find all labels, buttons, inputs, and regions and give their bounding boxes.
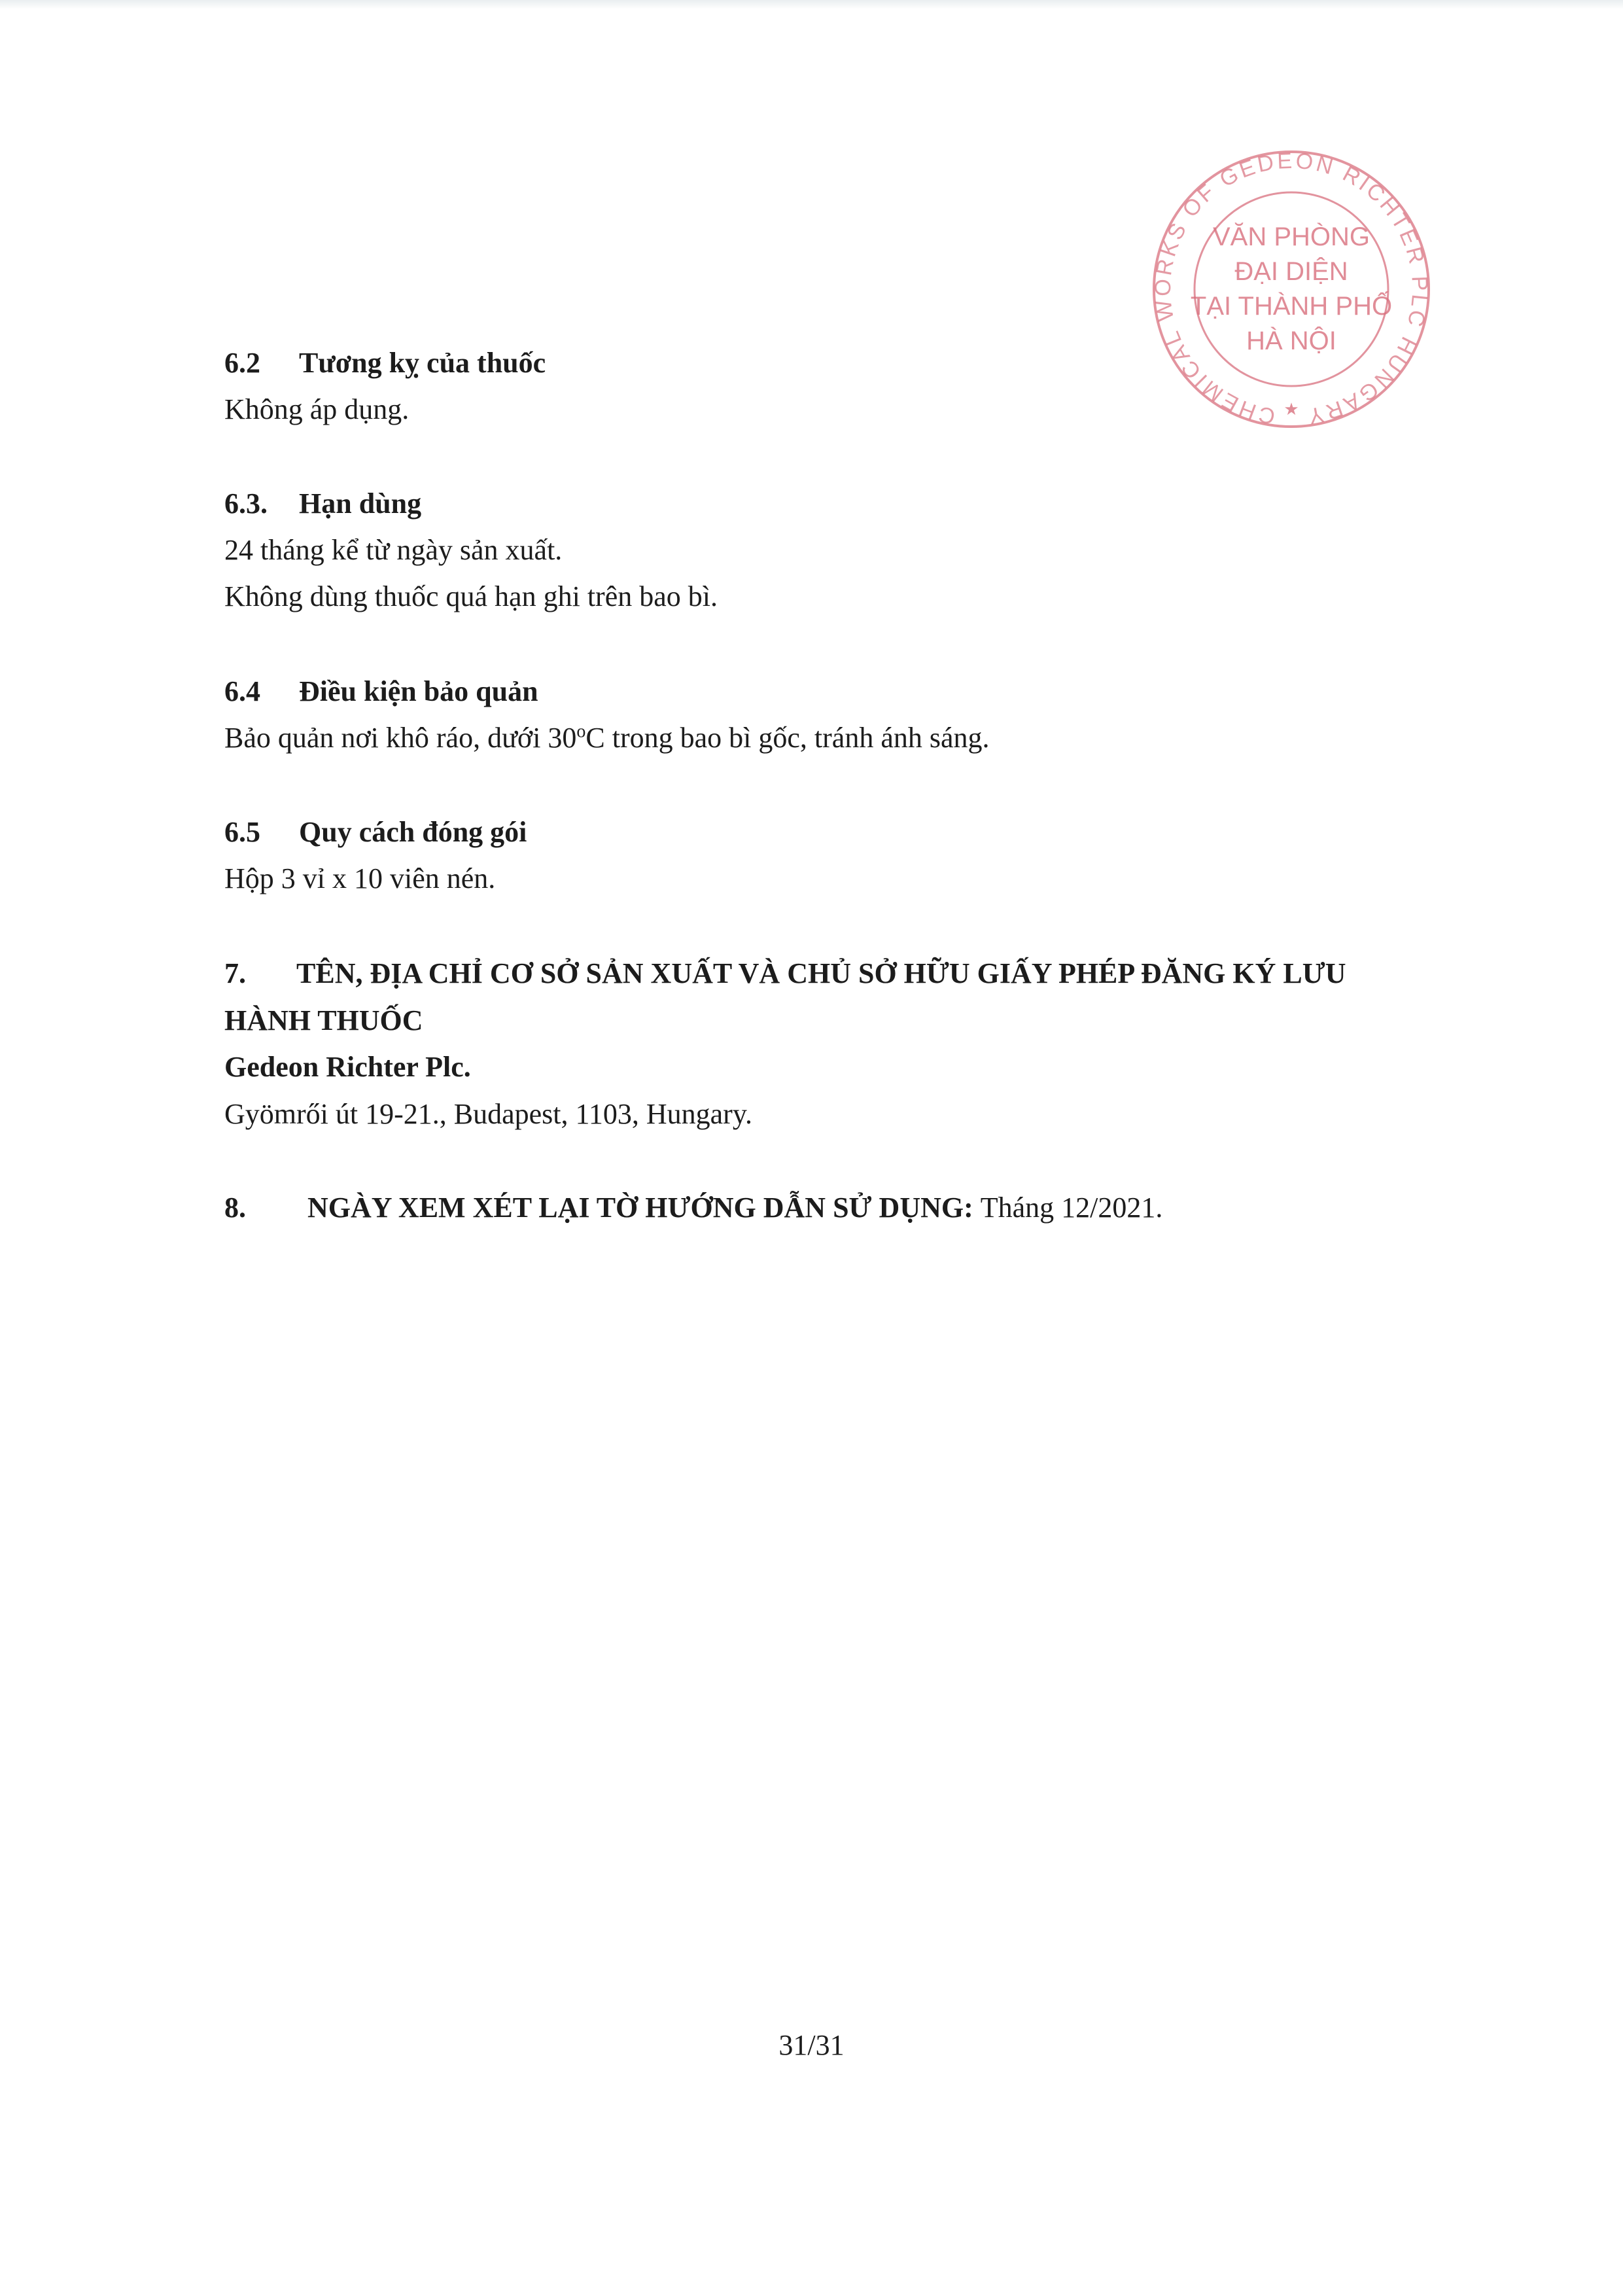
section-6-3-heading bbox=[224, 486, 421, 522]
section-title: NGÀY XEM XÉT LẠI TỜ HƯỚNG DẪN SỬ DỤNG: bbox=[307, 1192, 973, 1224]
section-6-5-heading bbox=[224, 814, 527, 851]
scan-edge bbox=[0, 0, 1623, 9]
section-title: Quy cách đóng gói bbox=[299, 816, 527, 848]
section-6-2-heading bbox=[224, 345, 546, 381]
stamp-center-line-4: HÀ NỘI bbox=[1246, 327, 1336, 355]
stamp-center-line-2: ĐẠI DIỆN bbox=[1234, 257, 1348, 286]
storage-text-before: Bảo quản nơi khô ráo, dưới 30 bbox=[224, 722, 577, 754]
section-6-2-body: Không áp dụng. bbox=[224, 393, 410, 425]
office-stamp bbox=[1147, 145, 1435, 440]
section-title: Điều kiện bảo quản bbox=[299, 675, 538, 707]
section-number: 6.2 bbox=[224, 347, 260, 379]
stamp-center-line-1: VĂN PHÒNG bbox=[1212, 222, 1370, 251]
section-7-heading-line-1 bbox=[224, 955, 1346, 992]
section-title-line-1: TÊN, ĐỊA CHỈ CƠ SỞ SẢN XUẤT VÀ CHỦ SỞ HỮU GIẤY PHÉP ĐĂNG KÝ LƯU bbox=[296, 957, 1346, 989]
section-7-heading-line-2: HÀNH THUỐC bbox=[224, 1004, 423, 1036]
section-number: 7. bbox=[224, 957, 246, 989]
section-number: 6.3. bbox=[224, 487, 268, 520]
section-6-4-body bbox=[224, 720, 990, 756]
section-6-5-body: Hộp 3 vỉ x 10 viên nén. bbox=[224, 862, 496, 894]
section-6-3-body-line-2: Không dùng thuốc quá hạn ghi trên bao bì. bbox=[224, 580, 718, 612]
section-number: 6.5 bbox=[224, 816, 260, 848]
section-6-3-body-line-1: 24 tháng kể từ ngày sản xuất. bbox=[224, 534, 563, 566]
section-title: Hạn dùng bbox=[299, 487, 422, 520]
page-number: 31/31 bbox=[778, 2029, 845, 2061]
section-number: 6.4 bbox=[224, 675, 260, 707]
degree-superscript: o bbox=[576, 721, 586, 742]
stamp-center-line-3: TẠI THÀNH PHỐ bbox=[1190, 292, 1393, 321]
section-title: Tương kỵ của thuốc bbox=[299, 347, 546, 379]
section-8-heading bbox=[224, 1190, 1162, 1226]
company-name: Gedeon Richter Plc. bbox=[224, 1051, 471, 1083]
section-number: 8. bbox=[224, 1192, 246, 1224]
storage-text-after: C trong bao bì gốc, tránh ánh sáng. bbox=[585, 722, 990, 754]
section-6-4-heading bbox=[224, 673, 538, 710]
stamp-ring-text: CHEMICAL WORKS OF GEDEON RICHTER PLC HUNGARY bbox=[1150, 148, 1433, 429]
company-address: Gyömrői út 19-21., Budapest, 1103, Hungary. bbox=[224, 1098, 752, 1130]
revision-date: Tháng 12/2021. bbox=[980, 1192, 1163, 1224]
stamp-star-icon: ★ bbox=[1283, 400, 1299, 419]
